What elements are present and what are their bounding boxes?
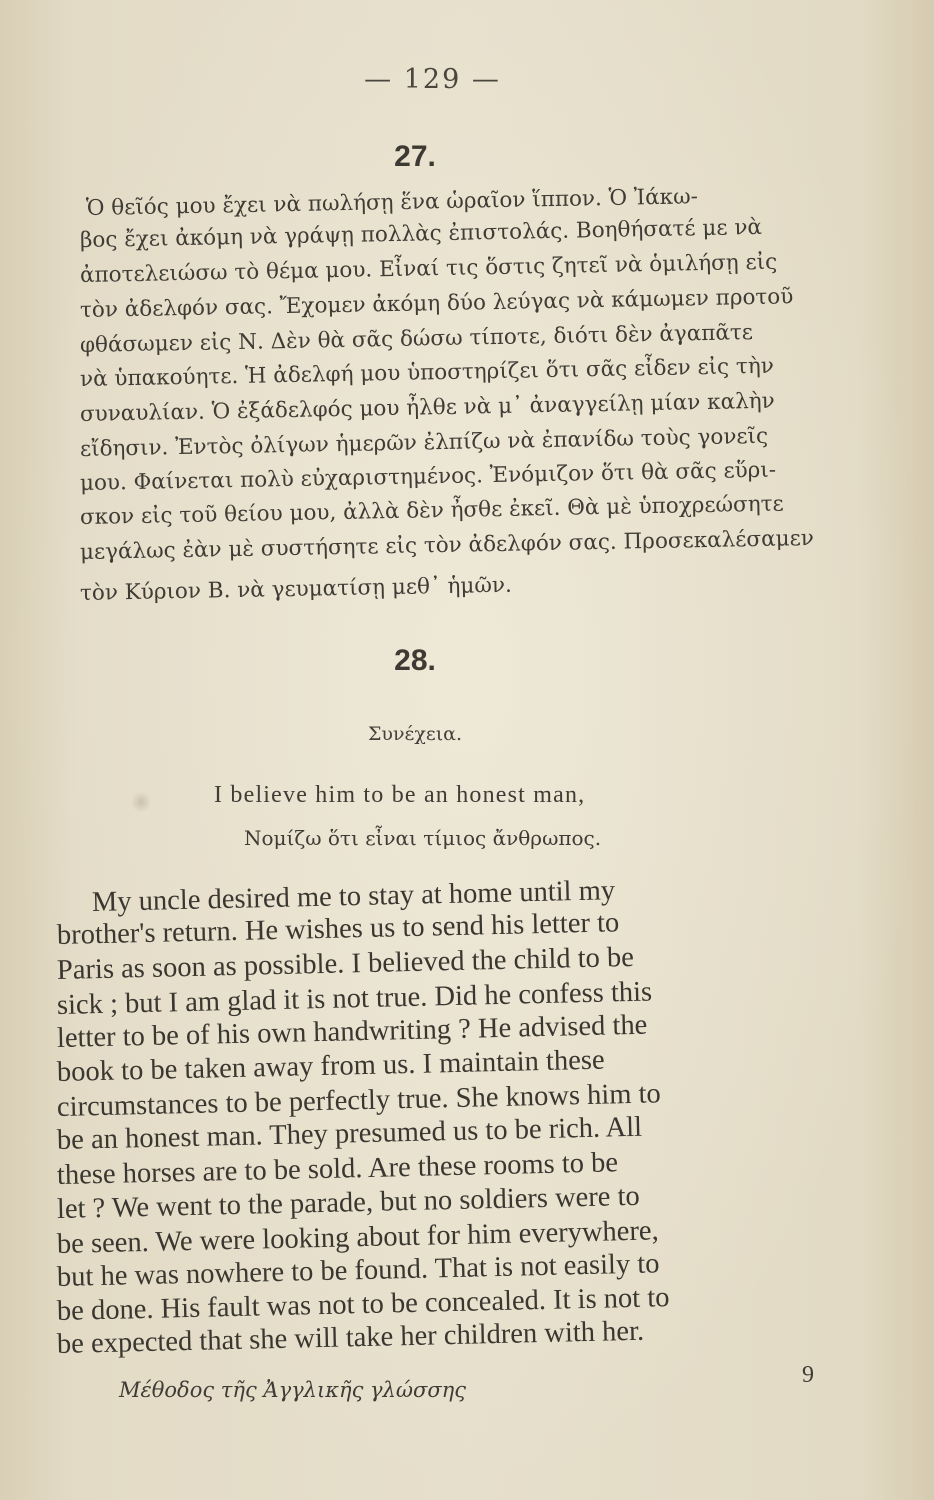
text-line: book to be taken away from us. I maintain these xyxy=(56,1044,605,1088)
text-line: τὸν Κύριον Β. νὰ γευματίσῃ μεθ᾽ ἡμῶν. xyxy=(79,572,513,606)
text-line: Paris as soon as possible. I believed the child to be xyxy=(56,941,635,986)
text-line: be an honest man. They presumed us to be rich. All xyxy=(56,1111,643,1156)
text-line: μεγάλως ἐὰν μὲ συστήσητε εἰς τὸν ἀδελφόν σας. Προσεκαλέσαμεν xyxy=(79,525,815,565)
text-line: be done. His fault was not to be concealed. It is not to xyxy=(56,1282,670,1327)
ink-smudge xyxy=(132,790,150,814)
text-line: but he was nowhere to be found. That is not easily to xyxy=(56,1248,660,1293)
text-line: brother's return. He wishes us to send his letter to xyxy=(56,907,620,951)
text-line: be seen. We were looking about for him everywhere, xyxy=(56,1215,659,1260)
text-line: ἀποτελειώσω τὸ θέμα μου. Εἶναί τις ὅστις ζητεῖ νὰ ὁμιλήσῃ εἰς xyxy=(79,249,778,288)
text-line: these horses are to be sold. Are these rooms to be xyxy=(56,1147,619,1191)
text-line: εἴδησιν. Ἐντὸς ὀλίγων ἡμερῶν ἐλπίζω νὰ ἐπανίδω τοὺς γονεῖς xyxy=(79,423,769,462)
example-greek: Νομίζω ὅτι εἶναι τίμιος ἄνθρωπος. xyxy=(244,826,602,850)
text-line: sick ; but I am glad it is not true. Did he confess this xyxy=(56,976,653,1021)
signature-mark: 9 xyxy=(802,1362,814,1388)
text-line: be expected that she will take her children with her. xyxy=(56,1315,645,1360)
text-line: τὸν ἀδελφόν σας. Ἔχομεν ἀκόμη δύο λεύγας νὰ κάμωμεν προτοῦ xyxy=(79,284,794,323)
text-line: σκον εἰς τοῦ θείου μου, ἀλλὰ δὲν ἦσθε ἐκεῖ. Θὰ μὲ ὑποχρεώσητε xyxy=(79,491,784,530)
text-line: letter to be of his own handwriting ? He advised the xyxy=(56,1009,648,1054)
text-line: συναυλίαν. Ὁ ἐξάδελφός μου ἦλθε νὰ μ᾽ ἀναγγείλῃ μίαν καλὴν xyxy=(79,388,775,427)
text-line: βος ἔχει ἀκόμη νὰ γράψῃ πολλὰς ἐπιστολάς. Βοηθήσατέ με νὰ xyxy=(79,214,763,253)
example-english: I believe him to be an honest man, xyxy=(214,782,586,808)
exercise-heading-27: 27. xyxy=(394,140,436,173)
page-number: — 129 — xyxy=(364,64,501,95)
text-line: circumstances to be perfectly true. She knows him to xyxy=(56,1078,662,1123)
footer-book-title: Μέθοδος τῆς Ἀγγλικῆς γλώσσης xyxy=(119,1378,467,1402)
text-line: Ὁ θεῖός μου ἔχει νὰ πωλήσῃ ἕνα ὡραῖον ἵππον. Ὁ Ἰάκω- xyxy=(85,184,699,221)
text-line: let ? We went to the parade, but no soldiers were to xyxy=(56,1180,641,1225)
text-line: φθάσωμεν εἰς Ν. Δὲν θὰ σᾶς δώσω τίποτε, διότι δὲν ἀγαπᾶτε xyxy=(79,320,754,358)
exercise-subtitle: Συνέχεια. xyxy=(367,723,463,745)
text-line: μου. Φαίνεται πολὺ εὐχαριστημένος. Ἐνόμιζον ὅτι θὰ σᾶς εὕρι- xyxy=(79,457,777,496)
exercise-heading-28: 28. xyxy=(394,644,436,677)
text-line: νὰ ὑπακούητε. Ἡ ἀδελφή μου ὑποστηρίζει ὅτι σᾶς εἶδεν εἰς τὴν xyxy=(79,353,775,392)
text-line: My uncle desired me to stay at home until my xyxy=(91,875,616,918)
